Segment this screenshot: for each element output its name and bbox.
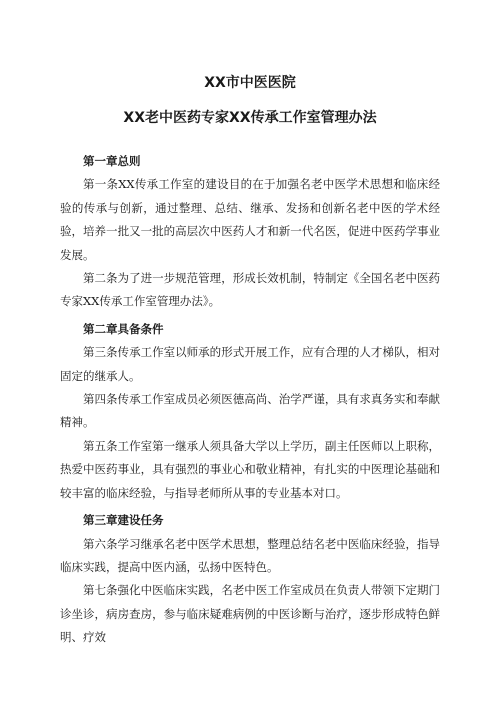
article-5: 第五条工作室第一继承人须具备大学以上学历，副主任医师以上职称，热爱中医药事业，具有强烈的事业心和敬业精神，有扎实的中医理论基础和较丰富的临床经验，与指导老师所从事的专业基本对口。 [60, 438, 440, 500]
article-3: 第三条传承工作室以师承的形式开展工作，应有合理的人才梯队，相对固定的继承人。 [60, 345, 440, 383]
article-1: 第一条XX传承工作室的建设目的在于加强名老中医学术思想和临床经验的传承与创新，通过整理、总结、继承、发扬和创新名老中医的学术经验，培养一批又一批的高层次中医药人才和新一代名医，促进中医药学事业发展。 [60, 177, 440, 262]
chapter-heading-1: 第一章总则 [83, 154, 141, 168]
document-body [60, 150, 440, 650]
chapter-heading-2: 第二章具备条件 [83, 321, 164, 336]
article-4: 第四条传承工作室成员必须医德高尚、治学严谨，具有求真务实和奉献精神。 [60, 392, 440, 430]
document-title: XX老中医药专家XX传承工作室管理办法 [123, 110, 377, 126]
article-6: 第六条学习继承名老中医学术思想，整理总结名老中医临床经验，指导临床实践，提高中医内涵，弘扬中医特色。 [60, 536, 440, 574]
article-2: 第二条为了进一步规范管理，形成长效机制，特制定《全国名老中医药专家XX传承工作室管理办法》。 [60, 271, 440, 309]
article-7: 第七条强化中医临床实践，名老中医工作室成员在负责人带领下定期门诊坐诊，病房查房，参与临床疑难病例的中医诊断与治疗，逐步形成特色鲜明、疗效 [60, 583, 440, 645]
chapter-heading-3: 第三章建设任务 [83, 513, 164, 528]
hospital-name: XX市中医医院 [204, 75, 296, 91]
